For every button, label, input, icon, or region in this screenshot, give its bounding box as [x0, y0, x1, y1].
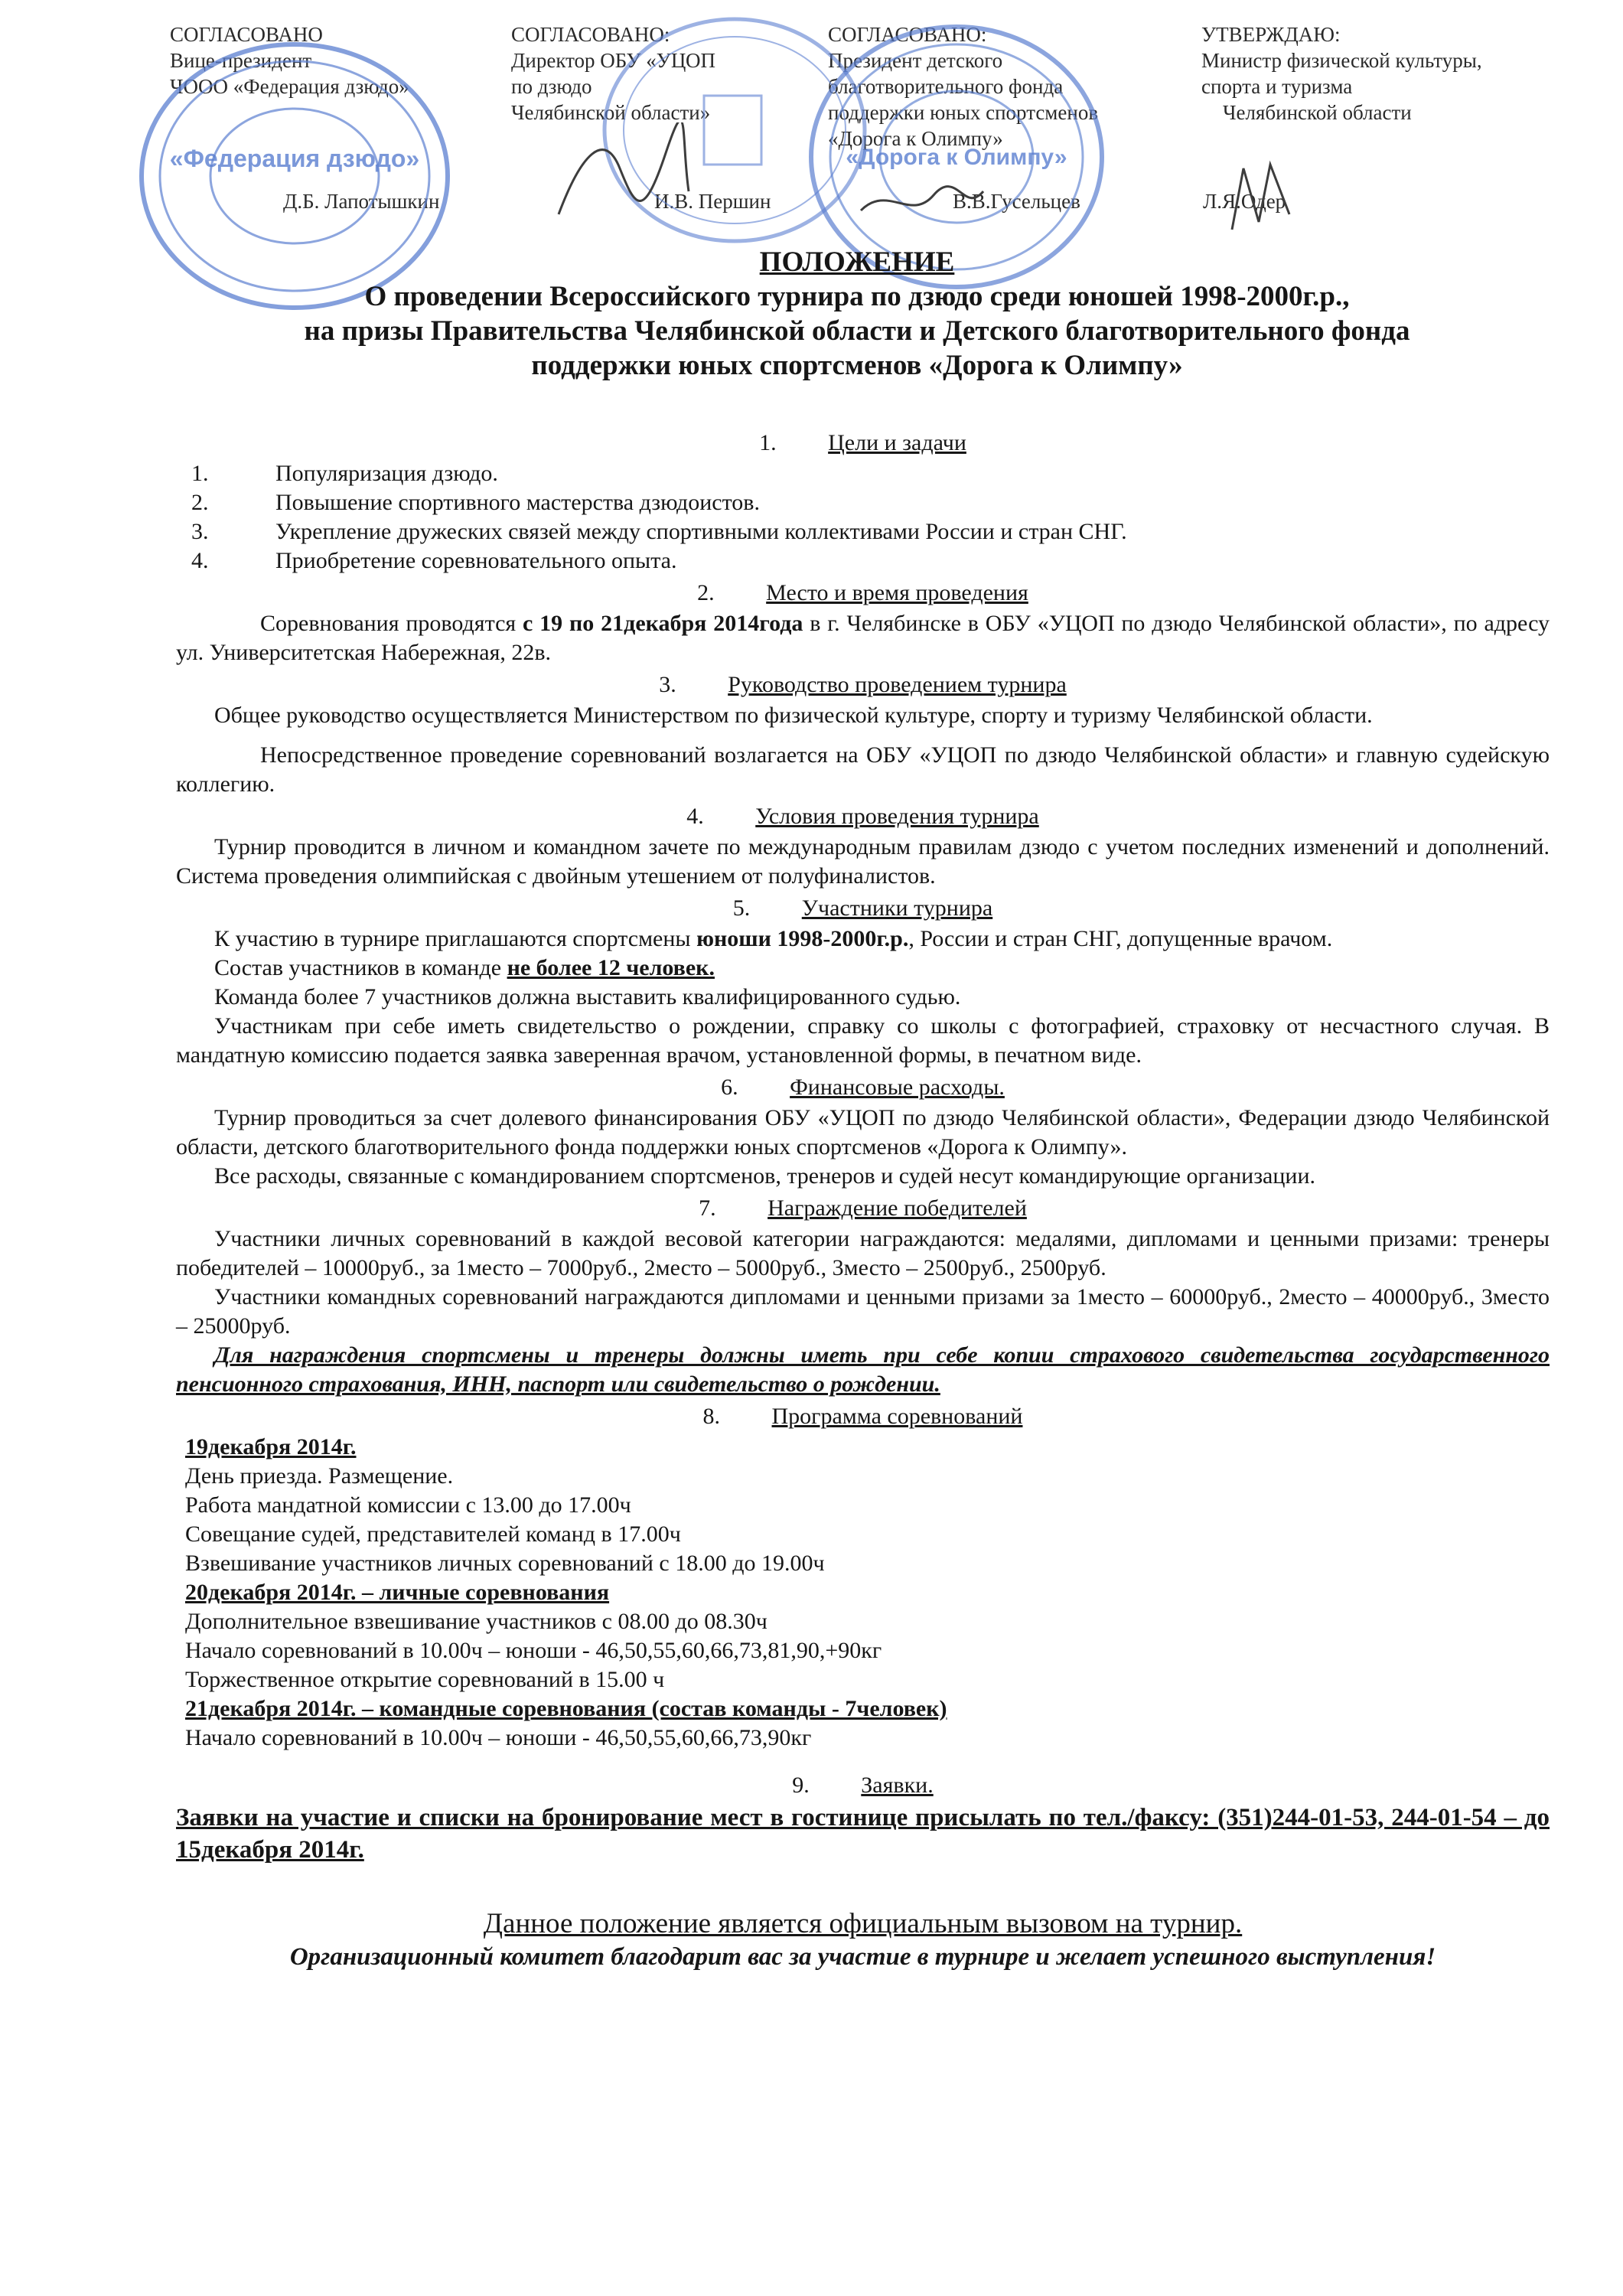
text: в г. Челябинске в ОБУ «УЦОП по дзюдо Челябинской области», по адресу ул. Университетская Набережная, 22в.	[176, 611, 1550, 665]
paragraph	[176, 609, 1550, 667]
paragraph: Участники личных соревнований в каждой весовой категории награждаются: медалями, дипломами и ценными призами: тренеры победителей – 10000руб., за 1место – 7000руб., 2место – 5000руб., 3место – 2500руб., 2500руб.	[176, 1226, 1550, 1280]
paragraph: Непосредственное проведение соревнований возлагается на ОБУ «УЦОП по дзюдо Челябинской области» и главную судейскую коллегию.	[176, 742, 1550, 797]
signer-name: Л.Я.Одер	[1203, 190, 1286, 213]
program-item: Начало соревнований в 10.00ч – юноши - 46,50,55,60,66,73,90кг	[185, 1725, 812, 1750]
section-header	[176, 429, 1550, 458]
program-item: Торжественное открытие соревнований в 15.00 ч	[185, 1667, 665, 1692]
program-item: Совещание судей, представителей команд в 17.00ч	[185, 1521, 681, 1547]
approval-org: Челябинской области	[1223, 101, 1412, 124]
document-subtitle: О проведении Всероссийского турнира по дзюдо среди юношей 1998-2000г.р.,	[364, 281, 1350, 312]
age-text: юноши 1998-2000г.р.	[696, 926, 909, 951]
paragraph	[176, 925, 1550, 954]
section-title: Условия проведения турнира	[755, 804, 1039, 829]
approval-block-4	[1201, 21, 1482, 126]
section-title: Награждение победителей	[768, 1195, 1027, 1221]
signer-name: Д.Б. Лапотышкин	[283, 190, 440, 213]
list-item	[176, 517, 1550, 546]
section-title: Программа соревнований	[771, 1404, 1023, 1429]
approval-org: «Дорога к Олимпу»	[828, 127, 1003, 150]
document-body	[176, 426, 1550, 1973]
list-text: Повышение спортивного мастерства дзюдоистов.	[275, 490, 760, 515]
list-number: 3.	[191, 519, 209, 544]
list-item	[176, 488, 1550, 517]
program-item: Начало соревнований в 10.00ч – юноши - 46,50,55,60,66,73,81,90,+90кг	[185, 1638, 882, 1663]
paragraph: Участники командных соревнований награждаются дипломами и ценными призами за 1место – 60000руб., 2место – 40000руб., 3место – 25000руб.	[176, 1284, 1550, 1339]
section-header	[176, 579, 1550, 608]
section-header	[176, 1073, 1550, 1102]
approval-label: СОГЛАСОВАНО:	[828, 23, 987, 46]
list-text: Популяризация дзюдо.	[275, 461, 498, 486]
text: Состав участников в команде	[214, 955, 507, 980]
approval-label: УТВЕРЖДАЮ:	[1201, 23, 1341, 46]
paragraph: Турнир проводиться за счет долевого финансирования ОБУ «УЦОП по дзюдо Челябинской области», Федерации дзюдо Челябинской области, детского благотворительного фонда поддержки юных спортсменов «Дорога к Олимпу».	[176, 1105, 1550, 1159]
text: , России и стран СНГ, допущенные врачом.	[908, 926, 1333, 951]
program-item: День приезда. Размещение.	[185, 1463, 454, 1489]
section-number: 9.	[792, 1773, 810, 1798]
thanks-text: Организационный комитет благодарит вас за участие в турнире и желает успешного выступления!	[289, 1943, 1436, 1971]
signature-icon	[857, 176, 987, 230]
section-number: 7.	[699, 1195, 716, 1221]
section-number: 2.	[697, 580, 715, 605]
paragraph: Все расходы, связанные с командированием спортсменов, тренеров и судей несут командирующие организации.	[214, 1163, 1316, 1189]
list-item	[176, 459, 1550, 488]
list-number: 2.	[191, 490, 209, 515]
stamp-text: «Федерация дзюдо»	[169, 145, 420, 172]
program-day: 21декабря 2014г. – командные соревнования (состав команды - 7человек)	[185, 1696, 947, 1721]
paragraph-emphasis: Для награждения спортсмены и тренеры должны иметь при себе копии страхового свидетельства государственного пенсионного страхования, ИНН, паспорт или свидетельство о рождении.	[176, 1342, 1550, 1397]
section-number: 5.	[732, 895, 751, 921]
section-number: 6.	[721, 1075, 738, 1100]
section-number: 4.	[686, 804, 704, 829]
document-title: ПОЛОЖЕНИЕ	[759, 246, 955, 278]
program-item: Дополнительное взвешивание участников с 08.00 до 08.30ч	[185, 1609, 768, 1634]
list-number: 1.	[191, 461, 209, 486]
list-text: Укрепление дружеских связей между спортивными коллективами России и стран СНГ.	[275, 519, 1127, 544]
team-size-text: не более 12 человек.	[507, 955, 715, 980]
signer-name: В.В.Гусельцев	[953, 190, 1080, 213]
section-title: Финансовые расходы.	[790, 1075, 1005, 1100]
program-day: 19декабря 2014г.	[185, 1434, 357, 1459]
approval-org: спорта и туризма	[1201, 75, 1353, 98]
section-header	[176, 1402, 1550, 1431]
text: К участию в турнире приглашаются спортсмены	[214, 926, 697, 951]
text: Соревнования проводятся	[260, 611, 523, 636]
approval-position: Вице-президент	[170, 49, 312, 72]
approval-position: Министр физической культуры,	[1201, 49, 1482, 72]
document-subtitle: на призы Правительства Челябинской области и Детского благотворительного фонда	[304, 315, 1410, 347]
section-title: Место и время проведения	[766, 580, 1028, 605]
list-text: Приобретение соревновательного опыта.	[275, 548, 677, 573]
document-subtitle: поддержки юных спортсменов «Дорога к Олимпу»	[531, 350, 1183, 381]
approval-position: Директор ОБУ «УЦОП	[511, 49, 715, 72]
section-number: 8.	[702, 1404, 721, 1429]
signature-icon	[1221, 153, 1305, 237]
signer-name: И.В. Першин	[654, 190, 771, 213]
paragraph: Общее руководство осуществляется Министерством по физической культуре, спорту и туризму Челябинской области.	[214, 703, 1373, 728]
section-number: 1.	[759, 430, 777, 455]
approval-org: благотворительного фонда	[828, 75, 1064, 98]
section-number: 3.	[659, 672, 676, 697]
approval-org: по дзюдо	[511, 75, 592, 98]
section-header	[176, 802, 1550, 831]
list-number: 4.	[191, 548, 209, 573]
signature-icon	[551, 122, 696, 230]
approval-label: СОГЛАСОВАНО:	[511, 23, 670, 46]
section-title: Заявки.	[861, 1773, 934, 1798]
approval-org: Челябинской области»	[511, 101, 711, 124]
approval-org: поддержки юных спортсменов	[828, 101, 1099, 124]
section-header	[176, 894, 1550, 923]
list-item	[176, 546, 1550, 576]
section-header	[176, 670, 1550, 700]
program-item: Работа мандатной комиссии с 13.00 до 17.00ч	[185, 1492, 631, 1518]
stamp-text: «Дорога к Олимпу»	[846, 145, 1067, 170]
approval-position: Президент детского	[828, 49, 1003, 72]
program-item: Взвешивание участников личных соревнований с 18.00 до 19.00ч	[185, 1551, 825, 1576]
program-day: 20декабря 2014г. – личные соревнования	[185, 1580, 610, 1605]
official-call-text: Данное положение является официальным вызовом на турнир.	[483, 1908, 1243, 1939]
document-title-block	[115, 245, 1599, 383]
section-header	[176, 1771, 1550, 1800]
applications-text: Заявки на участие и списки на бронирование мест в гостинице присылать по тел./факсу: (351)244-01-53, 244-01-54 – до 15декабря 2014г.	[176, 1804, 1550, 1864]
section-title: Участники турнира	[801, 895, 993, 921]
paragraph: Участникам при себе иметь свидетельство о рождении, справку со школы с фотографией, страховку от несчастного случая. В мандатную комиссию подается заявка заверенная врачом, установленной формы, в печатном виде.	[176, 1013, 1550, 1068]
paragraph: Команда более 7 участников должна выставить квалифицированного судью.	[214, 984, 961, 1009]
section-title: Руководство проведением турнира	[728, 672, 1067, 697]
paragraph: Турнир проводится в личном и командном зачете по международным правилам дзюдо с учетом последних изменений и дополнений. Система проведения олимпийская с двойным утешением от полуфиналистов.	[176, 834, 1550, 889]
paragraph	[176, 954, 1550, 983]
approval-label: СОГЛАСОВАНО	[170, 23, 323, 46]
section-header	[176, 1194, 1550, 1223]
dates-text: с 19 по 21декабря 2014года	[523, 611, 803, 636]
program-schedule	[176, 1433, 1550, 1753]
approval-org: ЧООО «Федерация дзюдо»	[170, 75, 409, 98]
section-title: Цели и задачи	[828, 430, 966, 455]
